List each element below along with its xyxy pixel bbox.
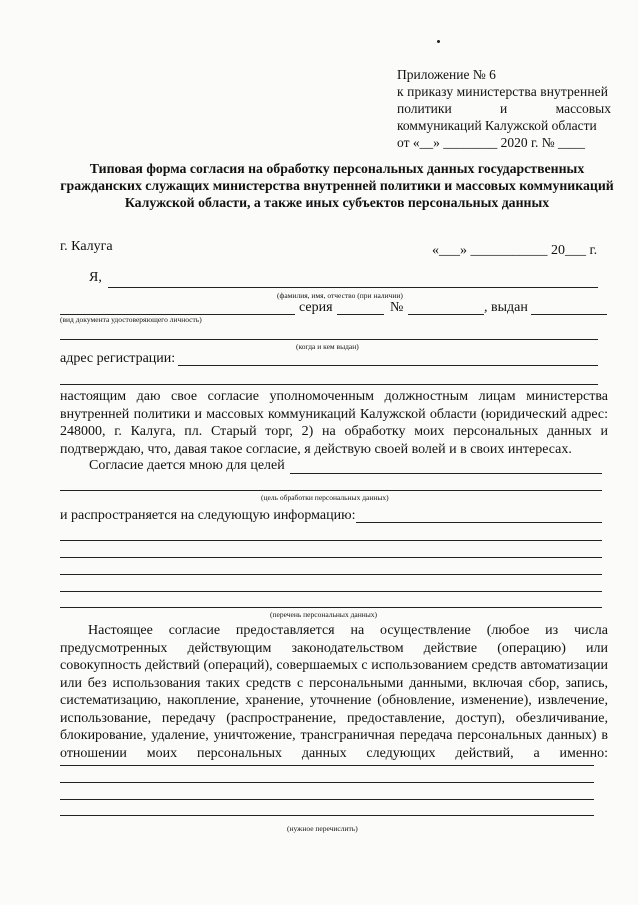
fio-field[interactable]: [108, 287, 598, 288]
date-line: «___» ___________ 20___ г.: [432, 243, 598, 258]
purpose-field-line2[interactable]: [60, 490, 602, 491]
appendix-word-mass: массовых: [555, 101, 611, 116]
info-field-line5[interactable]: [60, 591, 602, 592]
caption-list: (перечень персональных данных): [270, 610, 378, 619]
info-field-line4[interactable]: [60, 574, 602, 575]
i-label: Я,: [89, 270, 102, 285]
appendix-block: [397, 66, 611, 151]
consent-paragraph: настоящим даю свое согласие уполномоченным должностным лицам министерства внутренней политики и массовых коммуникаций Калужской области (юридический адрес: 248000, г. Калуга, пл. Старый торг, 2) на обработку моих персональных данных и подтверждаю, что, давая такое согласие, я действую своей волей и в своих интересах.: [60, 389, 608, 457]
appendix-line3: [397, 100, 611, 117]
caption-fio: (фамилия, имя, отчество (при наличии): [277, 291, 403, 300]
appendix-date: от «__» ________ 2020 г. № ____: [397, 135, 585, 150]
scan-speck: [437, 40, 440, 43]
caption-needed: (нужное перечислить): [287, 824, 358, 833]
appendix-word-and: и: [500, 101, 508, 116]
address-field-line2[interactable]: [60, 384, 598, 385]
address-field[interactable]: [178, 365, 598, 366]
number-field[interactable]: [408, 314, 484, 315]
operations-paragraph: Настоящее согласие предоставляется на осуществление (любое из числа предусмотренных действующим законодательством действие (операцию) или совокупность действий (операций), совершаемых с использованием средств автоматизации или без использования таких средств с персональными данными, включая сбор, запись, систематизацию, накопление, хранение, уточнение (обновление, изменение), извлечение, использование, передачу (распространение, предоставление, доступ), обезличивание, блокирование, удаление, уничтожение, трансграничная передача персональных данных) в отношении моих персональных данных следующих действий, а именно:: [60, 623, 608, 761]
appendix-order-ref: к приказу министерства внутренней: [397, 84, 609, 99]
city-label: г. Калуга: [60, 239, 113, 254]
info-field-line6[interactable]: [60, 607, 602, 608]
appendix-word-politics: политики: [397, 101, 452, 116]
caption-purpose: (цель обработки персональных данных): [261, 493, 389, 502]
caption-issued: (когда и кем выдан): [296, 342, 359, 351]
caption-doc: (вид документа удостоверяющего личность): [60, 315, 202, 324]
actions-field-line4[interactable]: [60, 815, 594, 816]
purpose-field[interactable]: [290, 473, 602, 474]
appendix-region: коммуникаций Калужской области: [397, 118, 597, 133]
document-title: Типовая форма согласия на обработку персональных данных государственных гражданских служащих министерства внутренней политики и массовых коммуникаций Калужской области, а также иных субъектов персональных данных: [60, 161, 614, 210]
issued-field[interactable]: [531, 314, 607, 315]
actions-field-line3[interactable]: [60, 799, 594, 800]
info-field-line2[interactable]: [60, 540, 602, 541]
series-label: серия: [299, 300, 333, 315]
purpose-label: Согласие дается мною для целей: [89, 458, 285, 473]
actions-field-line1[interactable]: [60, 765, 594, 766]
issued-label: , выдан: [484, 300, 528, 315]
issued-by-field[interactable]: [60, 339, 598, 340]
info-field[interactable]: [356, 522, 602, 523]
appendix-number: Приложение № 6: [397, 67, 496, 82]
number-label: №: [390, 300, 404, 315]
info-field-line3[interactable]: [60, 557, 602, 558]
series-field[interactable]: [337, 314, 384, 315]
applies-label: и распространяется на следующую информацию:: [60, 508, 356, 523]
address-label: адрес регистрации:: [60, 351, 176, 366]
actions-field-line2[interactable]: [60, 782, 594, 783]
